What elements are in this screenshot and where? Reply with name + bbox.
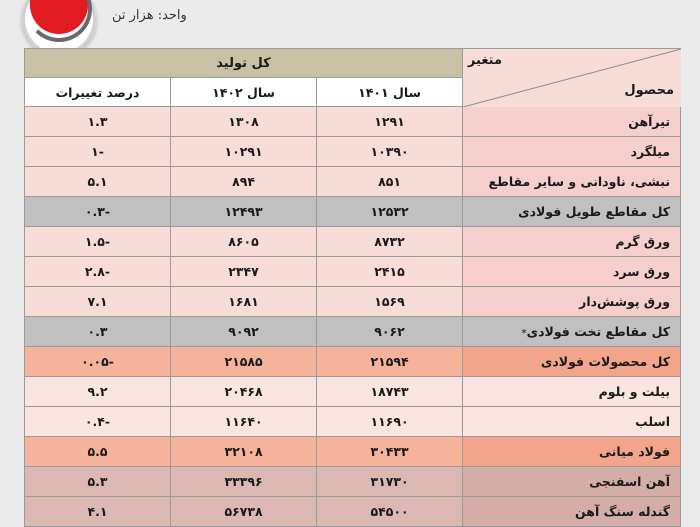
product-cell	[463, 407, 681, 437]
product-name: گندله سنگ آهن	[575, 504, 671, 519]
product-cell	[463, 197, 681, 227]
change-percent-cell: -۰.۴	[25, 407, 171, 437]
change-percent-cell: ۰.۳	[25, 317, 171, 347]
product-cell	[463, 437, 681, 467]
value-1402-cell: ۳۳۳۹۶	[171, 467, 317, 497]
value-1401-cell: ۱۲۹۱	[317, 107, 463, 137]
value-1402-cell: ۲۰۴۶۸	[171, 377, 317, 407]
footnote-marker: *	[521, 328, 527, 339]
product-cell	[463, 107, 681, 137]
table-row	[25, 287, 681, 317]
product-cell	[463, 227, 681, 257]
value-1402-cell: ۵۶۷۳۸	[171, 497, 317, 527]
value-1401-cell: ۵۴۵۰۰	[317, 497, 463, 527]
table-row	[25, 317, 681, 347]
table-row	[25, 497, 681, 527]
product-name: فولاد میانی	[599, 444, 671, 459]
product-cell	[463, 347, 681, 377]
value-1401-cell: ۲۱۵۹۴	[317, 347, 463, 377]
product-name: کل محصولات فولادی	[540, 354, 671, 369]
product-name: نبشی، ناودانی و سایر مقاطع	[488, 174, 671, 189]
table-row	[25, 137, 681, 167]
product-name: کل مقاطع طویل فولادی	[518, 204, 671, 219]
value-1401-cell: ۲۴۱۵	[317, 257, 463, 287]
value-1401-cell: ۳۰۴۳۳	[317, 437, 463, 467]
product-name: میلگرد	[630, 144, 671, 159]
change-percent-cell: ۴.۱	[25, 497, 171, 527]
header-corner-cell	[463, 49, 681, 107]
change-percent-cell: ۷.۱	[25, 287, 171, 317]
variable-header: متغیر	[467, 53, 503, 68]
change-percent-cell: -۱.۵	[25, 227, 171, 257]
product-name: ورق پوشش‌دار	[579, 294, 671, 309]
product-name: کل مقاطع تخت فولادی	[526, 324, 671, 339]
column-header-1402: سال ۱۴۰۲	[171, 78, 317, 107]
product-name: ورق گرم	[615, 234, 671, 249]
unit-label: واحد: هزار تن	[112, 8, 187, 23]
change-percent-cell: ۵.۳	[25, 467, 171, 497]
product-cell	[463, 287, 681, 317]
value-1402-cell: ۸۶۰۵	[171, 227, 317, 257]
table-row	[25, 407, 681, 437]
table-row	[25, 467, 681, 497]
value-1401-cell: ۱۲۵۳۲	[317, 197, 463, 227]
value-1402-cell: ۱۱۶۴۰	[171, 407, 317, 437]
product-name: تیرآهن	[628, 114, 671, 129]
product-cell	[463, 467, 681, 497]
total-production-header: کل تولید	[25, 49, 463, 78]
product-cell	[463, 167, 681, 197]
table-row	[25, 377, 681, 407]
change-percent-cell: -۰.۳	[25, 197, 171, 227]
table-row	[25, 227, 681, 257]
table-row	[25, 107, 681, 137]
change-percent-cell: -۰.۰۵	[25, 347, 171, 377]
product-name: آهن اسفنجی	[589, 474, 671, 489]
change-percent-cell: ۵.۵	[25, 437, 171, 467]
change-percent-cell: ۹.۲	[25, 377, 171, 407]
product-cell	[463, 137, 681, 167]
table-row	[25, 197, 681, 227]
change-percent-cell: -۱	[25, 137, 171, 167]
value-1401-cell: ۱۵۶۹	[317, 287, 463, 317]
value-1402-cell: ۹۰۹۲	[171, 317, 317, 347]
value-1401-cell: ۸۷۳۲	[317, 227, 463, 257]
product-name: بیلت و بلوم	[598, 384, 671, 399]
product-name: ورق سرد	[613, 264, 671, 279]
change-percent-cell: ۵.۱	[25, 167, 171, 197]
value-1402-cell: ۱۰۲۹۱	[171, 137, 317, 167]
value-1402-cell: ۲۳۴۷	[171, 257, 317, 287]
change-percent-cell: -۲.۸	[25, 257, 171, 287]
product-cell	[463, 257, 681, 287]
value-1401-cell: ۸۵۱	[317, 167, 463, 197]
value-1401-cell: ۳۱۷۳۰	[317, 467, 463, 497]
value-1401-cell: ۱۱۶۹۰	[317, 407, 463, 437]
value-1402-cell: ۱۲۴۹۳	[171, 197, 317, 227]
production-table	[24, 48, 681, 527]
table-row	[25, 437, 681, 467]
value-1401-cell: ۱۸۷۴۳	[317, 377, 463, 407]
column-header-1401: سال ۱۴۰۱	[317, 78, 463, 107]
product-cell	[463, 497, 681, 527]
value-1401-cell: ۹۰۶۲	[317, 317, 463, 347]
product-cell	[463, 377, 681, 407]
table-row	[25, 257, 681, 287]
value-1402-cell: ۱۳۰۸	[171, 107, 317, 137]
value-1402-cell: ۸۹۴	[171, 167, 317, 197]
value-1401-cell: ۱۰۳۹۰	[317, 137, 463, 167]
column-header-change: درصد تغییرات	[25, 78, 171, 107]
change-percent-cell: ۱.۳	[25, 107, 171, 137]
value-1402-cell: ۲۱۵۸۵	[171, 347, 317, 377]
product-header: محصول	[624, 83, 675, 98]
value-1402-cell: ۱۶۸۱	[171, 287, 317, 317]
product-name: اسلب	[635, 414, 671, 429]
table-row	[25, 167, 681, 197]
value-1402-cell: ۳۲۱۰۸	[171, 437, 317, 467]
table-row	[25, 347, 681, 377]
product-cell	[463, 317, 681, 347]
